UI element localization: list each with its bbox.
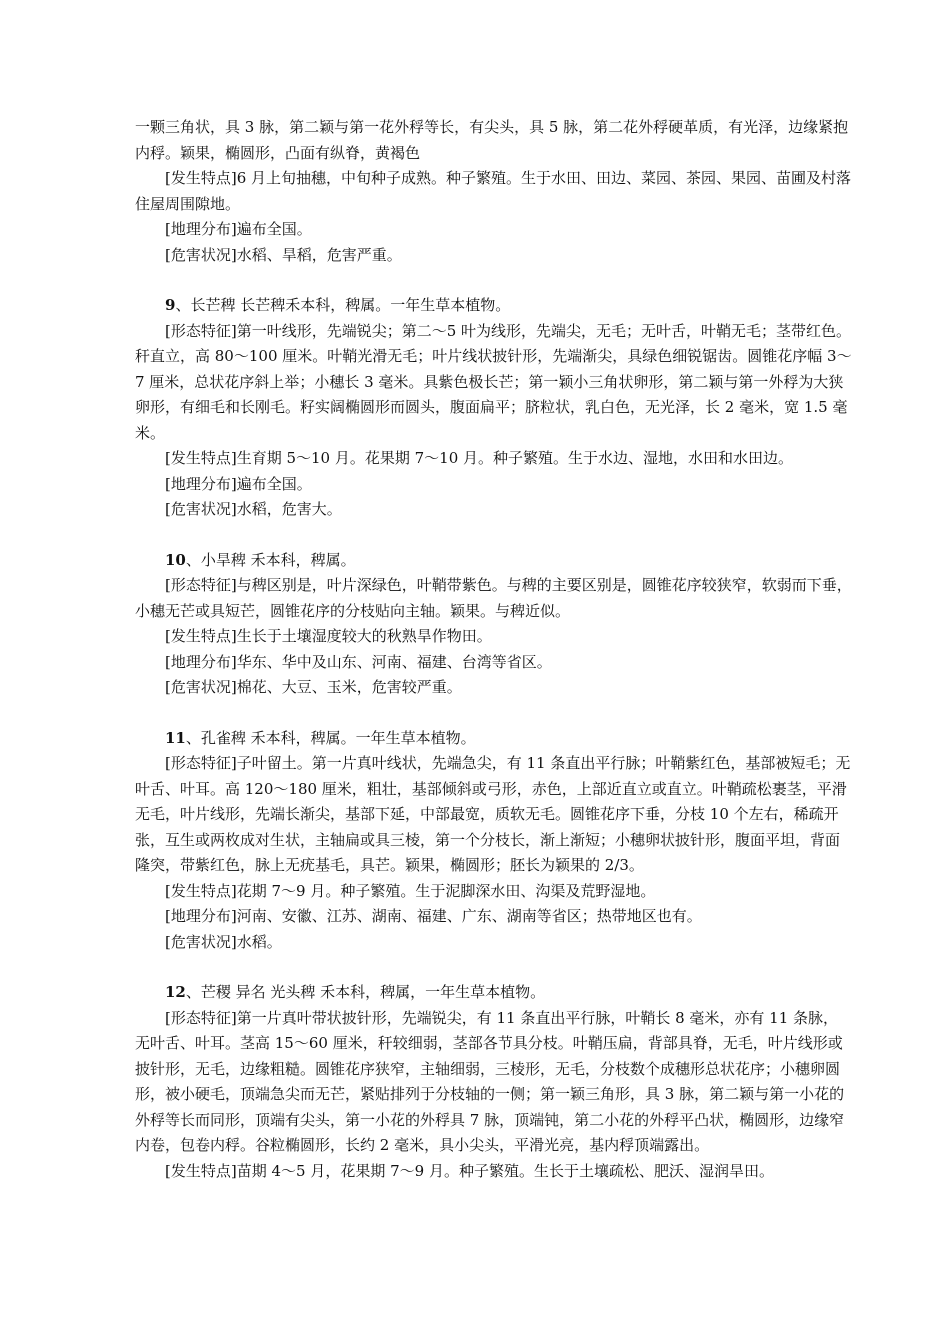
entry-heading-text: 、孔雀稗 禾本科，稗属。一年生草本植物。 — [185, 728, 476, 747]
entry-number: 11 — [165, 728, 186, 747]
document-body — [135, 115, 853, 1184]
distribution-paragraph: [地理分布]遍布全国。 — [165, 474, 312, 493]
entry-heading-text: 、长芒稗 长芒稗禾本科，稗属。一年生草本植物。 — [175, 296, 511, 314]
entry-number: 12 — [165, 983, 186, 1001]
distribution-paragraph: [地理分布]河南、安徽、江苏、湖南、福建、广东、湖南等省区；热带地区也有。 — [165, 907, 702, 925]
occurrence-paragraph: [发生特点]生育期 5～10 月。花果期 7～10 月。种子繁殖。生于水边、湿地，水田和水田边。 — [165, 449, 794, 467]
entry-heading — [135, 980, 853, 1006]
entry-heading — [135, 548, 853, 574]
damage-paragraph: [危害状况]棉花、大豆、玉米，危害较严重。 — [165, 678, 462, 696]
entry-number: 10 — [165, 550, 186, 569]
morphology-paragraph: [形态特征]第一片真叶带状披针形，先端锐尖，有 11 条直出平行脉，叶鞘长 8 毫米，亦有 11 条脉，无叶舌、叶耳。茎高 15～60 厘米，秆较细弱，茎部各节具分枝。叶鞘压扁，背部具脊，无毛，叶片线形或披针形，无毛，边缘粗糙。圆锥花序狭窄，主轴细弱，三棱形，无毛，分枝数个成穗形总状花序；小穗卵圆形，被小硬毛，顶端急尖而无芒，紧贴排列于分枝轴的一侧；第一颖三角形，具 3 脉，第二颖与第一小花的外稃等长而同形，顶端有尖头，第一小花的外稃具 7 脉，顶端钝，第二小花的外稃平凸状，椭圆形，边缘窄内卷，包卷内稃。谷粒椭圆形，长约 2 毫米，具小尖头，平滑光亮，基内稃顶端露出。 — [135, 1008, 845, 1154]
morphology-paragraph: [形态特征]与稗区别是，叶片深绿色，叶鞘带紫色。与稗的主要区别是，圆锥花序较狭窄，软弱而下垂，小穗无芒或具短芒，圆锥花序的分枝贴向主轴。颖果。与稗近似。 — [135, 576, 852, 620]
entry-heading-text: 、小旱稗 禾本科，稗属。 — [185, 550, 356, 569]
damage-paragraph: [危害状况]水稻。 — [165, 932, 282, 951]
entry-heading — [135, 293, 853, 319]
occurrence-paragraph: [发生特点]花期 7～9 月。种子繁殖。生于泥脚深水田、沟渠及荒野湿地。 — [165, 881, 656, 900]
continued-paragraph: 一颗三角状，具 3 脉，第二颖与第一花外稃等长，有尖头，具 5 脉，第二花外稃硬革质，有光泽，边缘紧抱内稃。颖果，椭圆形，凸面有纵脊，黄褐色 — [135, 118, 849, 162]
morphology-paragraph: [形态特征]子叶留土。第一片真叶线状，先端急尖，有 11 条直出平行脉；叶鞘紫红色，基部被短毛；无叶舌、叶耳。高 120～180 厘米，粗壮，基部倾斜或弓形，赤色，上部近直立或直立。叶鞘疏松裹茎，平滑无毛，叶片线形，先端长渐尖，基部下延，中部最宽，质软无毛。圆锥花序下垂，分枝 10 个左右，稀疏开张，互生或两枚成对生状，主轴扁或具三棱，第一个分枝长，渐上渐短；小穗卵状披针形，腹面平坦，背面隆突，带紫红色，脉上无疣基毛，具芒。颖果，椭圆形；胚长为颖果的 2/3。 — [135, 754, 851, 874]
entry-heading-text: 、芒稷 异名 光头稗 禾本科，稗属，一年生草本植物。 — [185, 983, 546, 1001]
damage-paragraph: [危害状况]水稻、旱稻，危害严重。 — [165, 245, 402, 264]
occurrence-paragraph: [发生特点]生长于土壤湿度较大的秋熟旱作物田。 — [165, 627, 492, 645]
distribution-paragraph: [地理分布]遍布全国。 — [165, 220, 312, 238]
morphology-paragraph: [形态特征]第一叶线形，先端锐尖；第二～5 叶为线形，先端尖，无毛；无叶舌，叶鞘无毛；茎带红色。秆直立，高 80～100 厘米。叶鞘光滑无毛；叶片线状披针形，先端渐尖，具绿色细锐锯齿。圆锥花序幅 3～7 厘米，总状花序斜上举；小穗长 3 毫米。具紫色极长芒；第一颖小三角状卵形，第二颖与第一外稃为大狭卵形，有细毛和长刚毛。籽实阔椭圆形而圆头，腹面扁平；脐粒状，乳白色，无光泽，长 2 毫米，宽 1.5 毫米。 — [135, 321, 852, 442]
occurrence-paragraph: [发生特点]6 月上旬抽穗，中旬种子成熟。种子繁殖。生于水田、田边、菜园、茶园、果园、苗圃及村落住屋周围隙地。 — [135, 169, 852, 213]
entry-number: 9 — [165, 296, 176, 314]
distribution-paragraph: [地理分布]华东、华中及山东、河南、福建、台湾等省区。 — [165, 652, 552, 671]
damage-paragraph: [危害状况]水稻，危害大。 — [165, 500, 342, 518]
occurrence-paragraph: [发生特点]苗期 4～5 月，花果期 7～9 月。种子繁殖。生长于土壤疏松、肥沃、湿润旱田。 — [165, 1161, 774, 1180]
entry-heading — [135, 726, 853, 752]
